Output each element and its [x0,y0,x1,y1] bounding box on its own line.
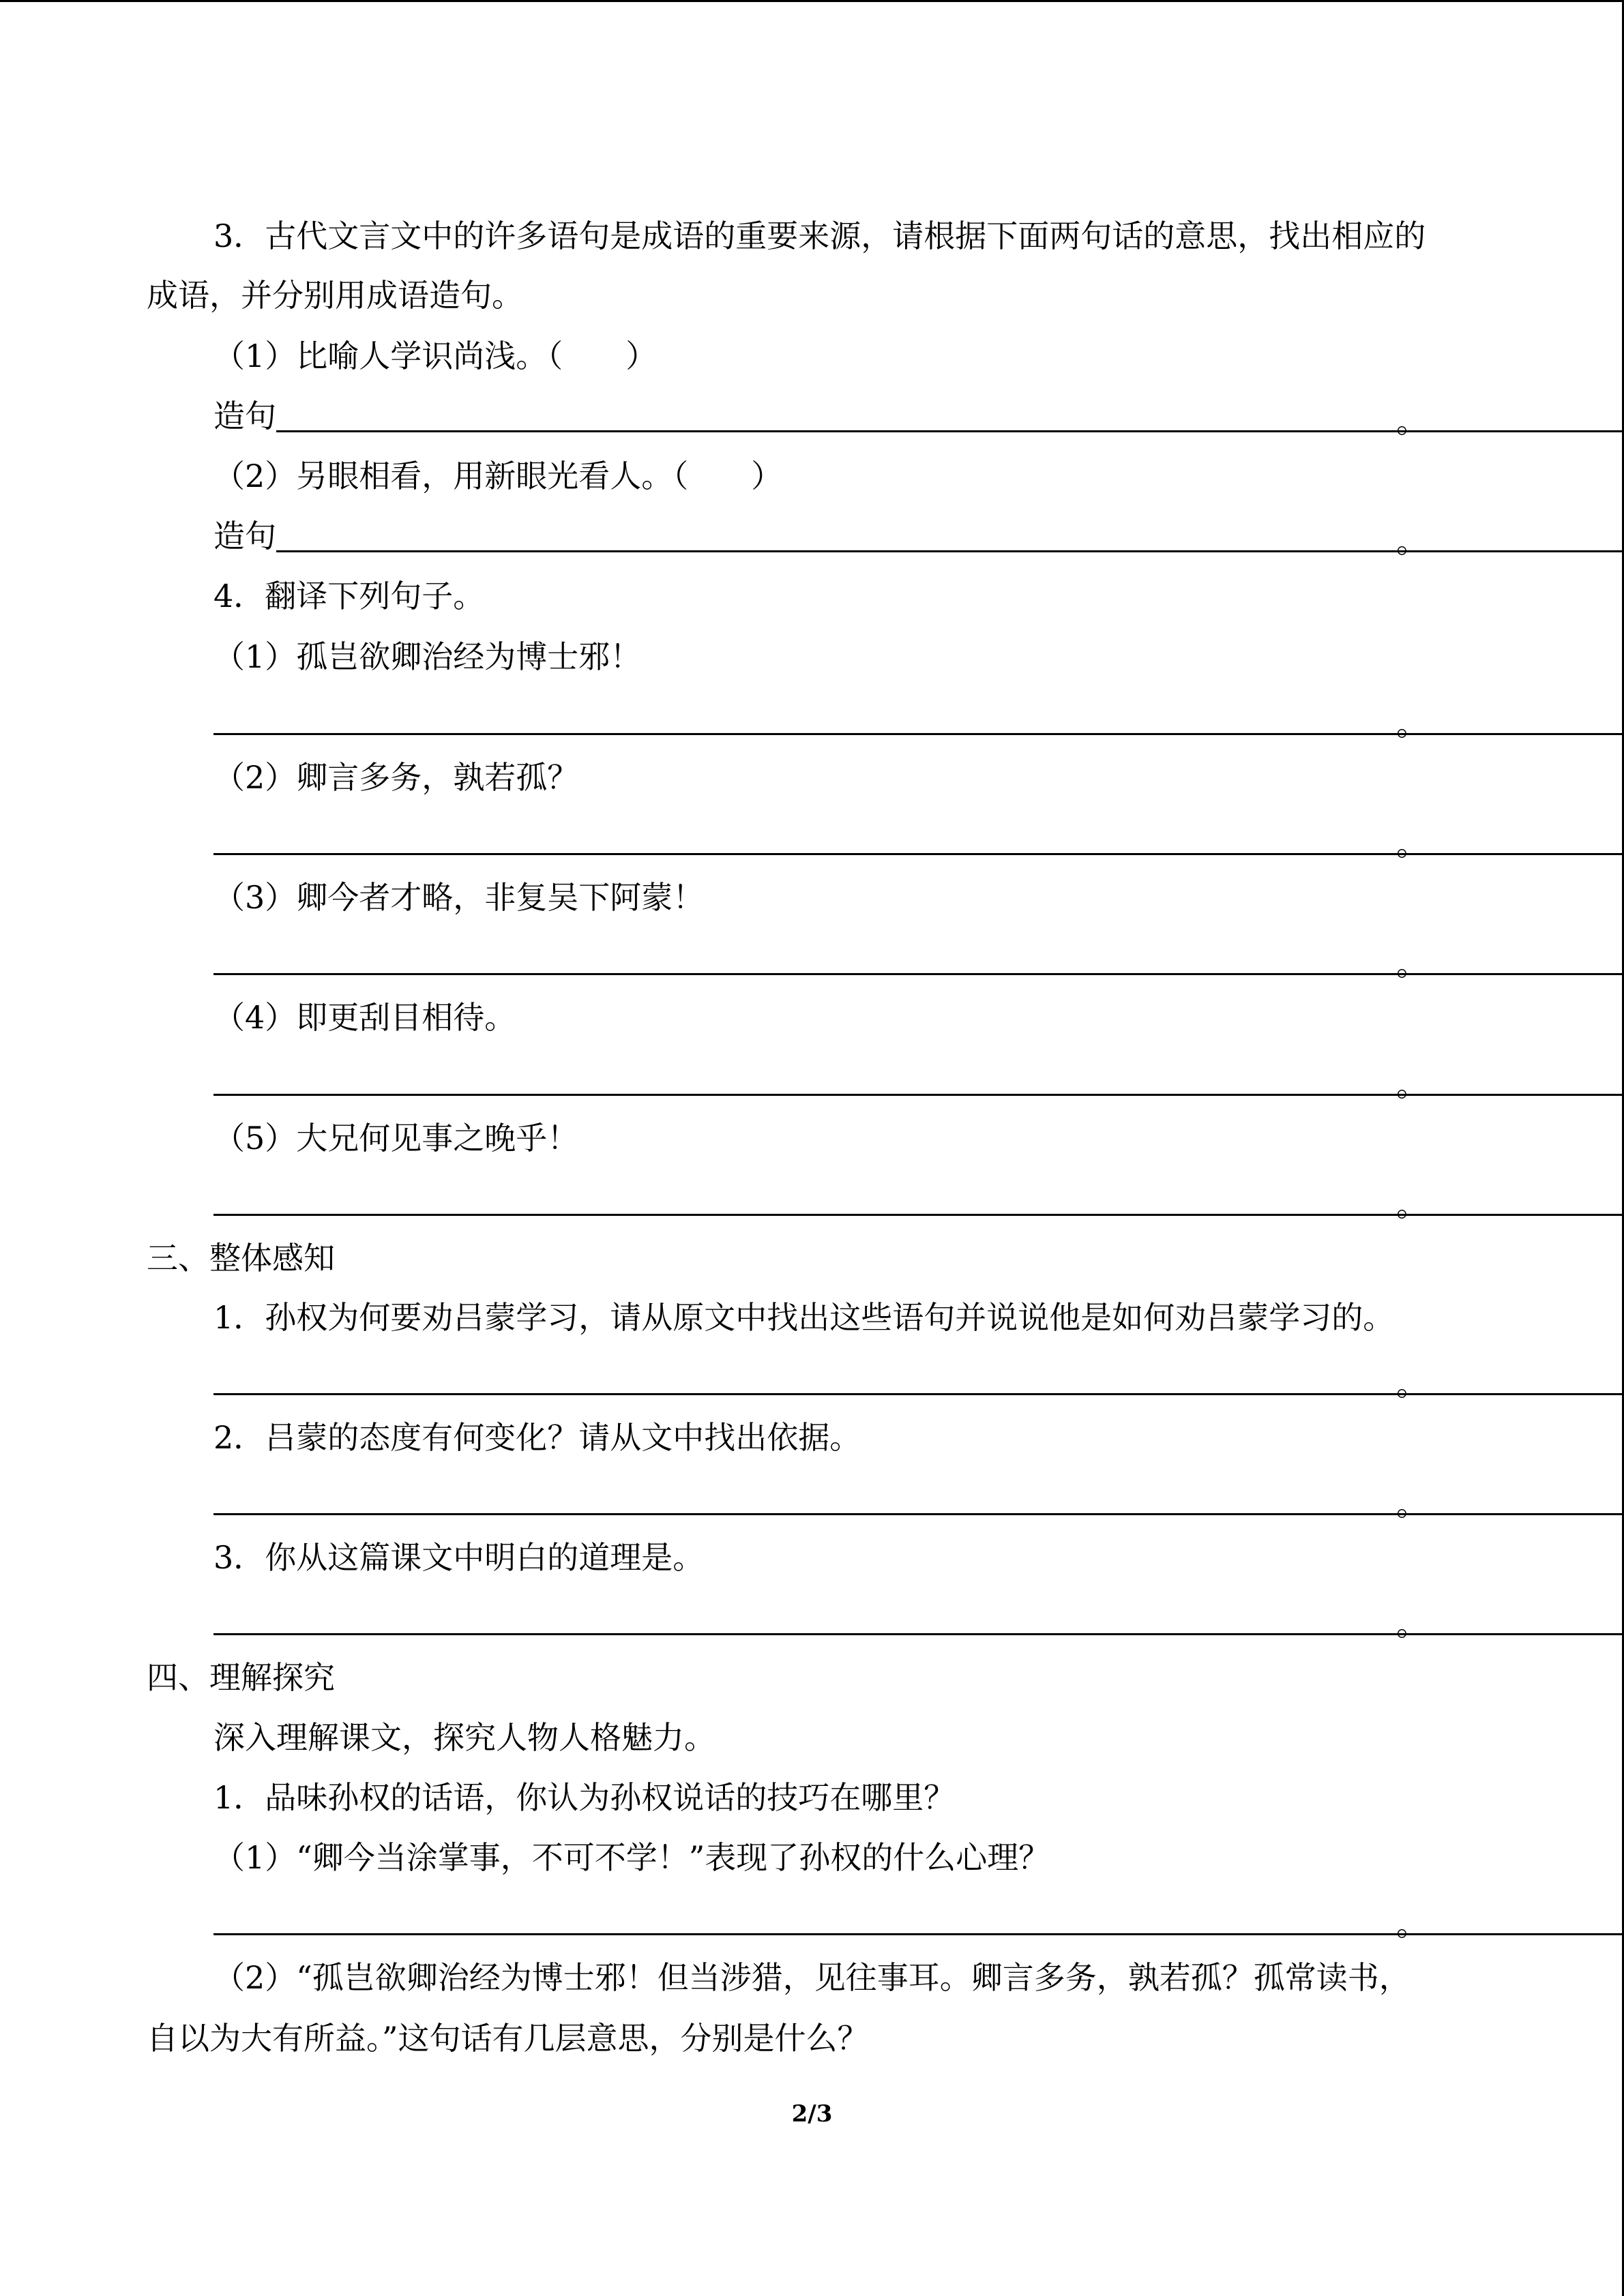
top-border [0,0,1624,2]
period-mark: 。 [1396,826,1428,863]
q4-item-5-answer-row [213,1179,1428,1223]
q4-item-1: （1）孤岂欲卿治经为博士邪！ [213,638,642,675]
q3-sub1-sentence-row [213,396,1428,440]
section4-sub1: （1）“卿今当涂掌事，不可不学！”表现了孙权的什么心理？ [213,1839,1050,1876]
q4-item-3-answer-row [213,938,1428,983]
section3-item-1-answer-row [213,1358,1428,1403]
section3-title: 三、整体感知 [147,1240,335,1277]
section3-item-2-answer-row [213,1478,1428,1523]
sentence-label: 造句 [213,398,276,434]
q4-item-2-answer-row [213,818,1428,863]
section4-sub1-answer-row [213,1898,1428,1943]
q4-title: 4．翻译下列句子。 [213,578,485,614]
q4-item-3: （3）卿今者才略，非复吴下阿蒙！ [213,879,705,916]
q3-sub1: （1）比喻人学识尚浅。（ ） [213,338,658,374]
section3-item-2: 2．吕蒙的态度有何变化？请从文中找出依据。 [213,1419,861,1456]
sentence-label: 造句 [213,518,276,554]
period-mark: 。 [1396,1187,1428,1223]
q4-item-4-answer-row [213,1059,1428,1103]
section3-item-1: 1．孙权为何要劝吕蒙学习，请从原文中找出这些语句并说说他是如何劝吕蒙学习的。 [213,1299,1395,1336]
period-mark: 。 [1396,946,1428,983]
q4-item-2: （2）卿言多务，孰若孤？ [213,759,579,796]
q3-text-line2: 成语，并分别用成语造句。 [147,277,523,314]
page-number: 2/3 [791,2100,833,2128]
period-mark: 。 [1396,1606,1428,1643]
section4-title: 四、理解探究 [147,1659,335,1696]
section4-sub2-line2: 自以为大有所益。”这句话有几层意思，分别是什么？ [147,2020,869,2057]
period-mark: 。 [1396,1486,1428,1523]
section3-item-3: 3．你从这篇课文中明白的道理是。 [213,1539,705,1576]
period-mark: 。 [1396,1366,1428,1403]
period-mark: 。 [1396,403,1428,440]
q3-sub2-sentence-row [213,516,1428,560]
q4-item-1-answer-row [213,698,1428,743]
q4-item-5: （5）大兄何见事之晚乎！ [213,1120,579,1157]
period-mark: 。 [1396,706,1428,743]
q4-item-4: （4）即更刮目相待。 [213,999,516,1036]
q3-sub2: （2）另眼相看，用新眼光看人。（ ） [213,458,783,494]
section4-sub2-line1: （2）“孤岂欲卿治经为博士邪！但当涉猎，见往事耳。卿言多务，孰若孤？孤常读书， [213,1959,1411,1996]
q3-text-line1: 3．古代文言文中的许多语句是成语的重要来源，请根据下面两句话的意思，找出相应的 [213,218,1426,254]
section4-intro: 深入理解课文，探究人物人格魅力。 [213,1719,715,1756]
period-mark: 。 [1396,1906,1428,1943]
period-mark: 。 [1396,1067,1428,1103]
period-mark: 。 [1396,523,1428,560]
section4-q1: 1．品味孙权的话语，你认为孙权说话的技巧在哪里？ [213,1779,956,1816]
section3-item-3-answer-row [213,1598,1428,1643]
